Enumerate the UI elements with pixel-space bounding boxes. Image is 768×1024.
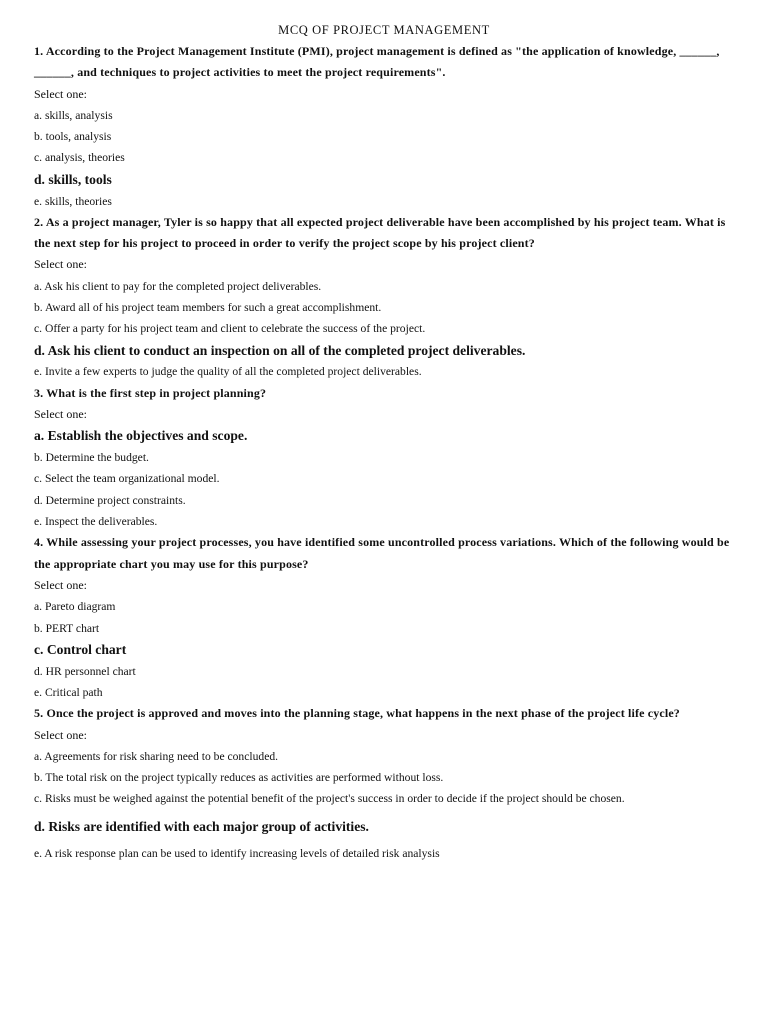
question-number: 3.	[34, 385, 44, 400]
question-text	[34, 41, 734, 84]
option-e: e. A risk response plan can be used to identify increasing levels of detailed risk analysis	[34, 847, 440, 861]
option-b: b. Award all of his project team members for such a great accomplishment.	[34, 301, 382, 315]
question-stem: As a project manager, Tyler is so happy that all expected project deliverable have been accomplished by his project team. What is the next step for his project to proceed in order to verify the project scope by his project client?	[34, 214, 726, 251]
document-title: MCQ OF PROJECT MANAGEMENT	[278, 23, 490, 37]
option-c: c. Risks must be weighed against the potential benefit of the project's success in order to decide if the project should be chosen.	[34, 792, 625, 806]
question-2	[34, 212, 734, 383]
question-stem: What is the first step in project planning?	[46, 385, 267, 400]
question-1	[34, 41, 734, 212]
question-number: 2.	[34, 214, 44, 229]
question-3	[34, 383, 734, 533]
question-stem: According to the Project Management Institute (PMI), project management is defined as "the application of knowledge, ______, ______, and techniques to project activities to meet the project requirements".	[34, 44, 720, 80]
question-text	[34, 212, 734, 255]
option-e: e. Inspect the deliverables.	[34, 515, 158, 529]
option-a: a. Agreements for risk sharing need to be concluded.	[34, 749, 279, 763]
option-c: c. Offer a party for his project team and client to celebrate the success of the project.	[34, 322, 426, 336]
question-list	[34, 41, 734, 865]
question-text	[34, 703, 734, 724]
question-number: 5.	[34, 706, 44, 721]
option-b: b. The total risk on the project typically reduces as activities are performed without loss.	[34, 771, 444, 785]
option-d-correct-answer: d. Ask his client to conduct an inspection on all of the completed project deliverables.	[34, 342, 526, 358]
option-a: a. Pareto diagram	[34, 600, 116, 614]
option-b: b. Determine the budget.	[34, 451, 149, 465]
option-c: c. analysis, theories	[34, 151, 125, 165]
option-d-correct-answer: d. skills, tools	[34, 171, 112, 187]
question-4	[34, 532, 734, 703]
option-b: b. tools, analysis	[34, 130, 112, 144]
option-b: b. PERT chart	[34, 621, 100, 635]
option-a-correct-answer: a. Establish the objectives and scope.	[34, 428, 248, 444]
question-text	[34, 383, 734, 404]
question-stem: Once the project is approved and moves into the planning stage, what happens in the next phase of the project life cycle?	[46, 706, 680, 721]
select-one-label: Select one:	[34, 577, 87, 592]
option-a: a. skills, analysis	[34, 108, 113, 122]
question-number: 1.	[34, 44, 44, 58]
select-one-label: Select one:	[34, 257, 87, 272]
option-d: d. Determine project constraints.	[34, 493, 186, 507]
option-d: d. HR personnel chart	[34, 664, 136, 678]
question-number: 4.	[34, 535, 44, 550]
option-c-correct-answer: c. Control chart	[34, 641, 127, 657]
option-d-correct-answer: d. Risks are identified with each major group of activities.	[34, 818, 369, 834]
select-one-label: Select one:	[34, 86, 87, 101]
question-text	[34, 532, 734, 575]
option-e: e. Critical path	[34, 685, 103, 699]
option-a: a. Ask his client to pay for the completed project deliverables.	[34, 279, 322, 293]
option-e: e. skills, theories	[34, 194, 112, 208]
question-stem: While assessing your project processes, you have identified some uncontrolled process variations. Which of the following would be the appropriate chart you may use for this purpose?	[34, 535, 730, 571]
select-one-label: Select one:	[34, 727, 87, 742]
option-e: e. Invite a few experts to judge the quality of all the completed project deliverables.	[34, 365, 422, 379]
question-5	[34, 703, 734, 865]
option-c: c. Select the team organizational model.	[34, 472, 220, 486]
select-one-label: Select one:	[34, 407, 87, 422]
